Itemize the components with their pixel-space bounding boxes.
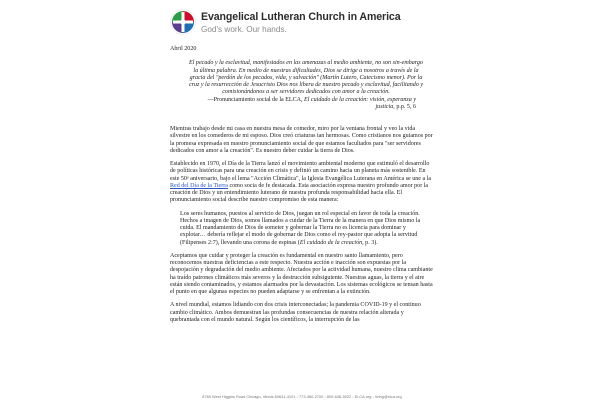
elca-cross-logo-icon (170, 9, 196, 35)
paragraph-2-text-b: como socia de fe destacada. Esta asociación expresa nuestro profundo amor por la creación de Dios y un entendimiento luterano de nuestra profunda responsabilidad hacia ella. El pronunciamiento social describe nuestro compromiso de esta manera: (170, 182, 429, 204)
attribution-pages: p.p. 5, 6 (396, 103, 416, 110)
block-quote-source: El cuidado de la creación, (299, 239, 364, 246)
attribution-prefix: —Pronunciamiento social de la ELCA, (207, 96, 303, 103)
organization-name: Evangelical Lutheran Church in America (201, 11, 401, 23)
paragraph-1: Mientras trabajo desde mi casa en nuestra mesa de comedor, miro por la ventana frontal y veo la vida silvestre en los comederos de mi esposo. Dios creó criaturas tan hermosas. Como cristianos nos guiamos por la promesa expresada en nuestro pronunciamiento social de que estamos facultados para "ser servidores dedicados con amor a la creación". Es nuestro deber cuidar la tierra de Dios. (170, 126, 433, 154)
letter-body (170, 46, 434, 324)
footer-toll-free: 800-638-3522 (326, 394, 352, 399)
footer-separator: • (324, 394, 326, 399)
footer-contact (170, 394, 434, 399)
epigraph-quote: El pecado y la esclavitud, manifestados en las amenazas al medio ambiente, no son sin-embargo la última palabra. En medio de nuestras dificultades, Dios se dirige a nosotros a través de la gracia del "perdón de los pecados, vida, y salvación" (Martín Lutero, Catecismo menor). Por la cruz y la resurrección de Jesucristo Dios nos libera de nuestro pecado y esclavitud, facilitando y comisionándonos a ser servidores dedicados con amor a la creación. (188, 60, 424, 96)
footer-separator: • (296, 394, 298, 399)
block-quote-end: p. 3). (363, 239, 378, 246)
footer-website-link[interactable]: ELCA.org (354, 394, 372, 399)
paragraph-2-text-a: Establecido en 1970, el Día de la Tierra lanzó el movimiento ambiental moderno que estimuló el desarrollo de políticas históricas para una creación en crisis y definió un camino hacia un planeta más sostenible. En este 50ᵒ aniversario, bajo el lema "Acción Climática", la Iglesia Evangélica Luterana en América se une a la (170, 161, 432, 182)
attribution-title: El cuidado de la creación: visión, esperanza y justicia, (304, 96, 416, 110)
letter-date: Abril 2020 (170, 46, 197, 52)
letterhead (170, 9, 430, 45)
paragraph-2 (170, 161, 434, 205)
paragraph-3: Aceptamos que cuidar y proteger la creación es fundamental en nuestro santo llamamiento, pero reconocemos nuestras deficiencias a este respecto. Nuestra acción e inacción son expuestas por la despojación y degradación del medio ambiente. Afectados por la actividad humana, nuestro clima cambiante ha traído patrones climáticos más severos y la destrucción subsiguiente. Nuestras aguas, la tierra y el aire están siendo contaminados, y estamos alarmados por la devastación. Los sistemas ecológicos se tensan hasta el punto en que algunas especies no pueden adaptarse y se enfrentan a la extinción. (170, 252, 433, 295)
block-quote-text: Los seres humanos, puestos al servicio de Dios, juegan un rol especial en favor de toda la creación. Hechos a imagen de Dios, somos llamados a cuidar de la Tierra de la manera en que Dios mismo la cuida. El mandamiento de Dios de someter y gobernar la Tierra no es licencia para dominar y explotar… debería reflejar el modo de gobernar de Dios como el rey-pastor que adopta la servitud (Filipenses 2:7), llevando una corona de espinas ( (180, 210, 421, 246)
footer-separator: • (372, 394, 374, 399)
footer-separator: • (352, 394, 354, 399)
footer-address: 8765 West Higgins Road Chicago, Illinois 60631-4101 (202, 394, 296, 399)
earth-day-network-link[interactable]: Red del Día de la Tierra (170, 182, 228, 189)
epigraph-attribution (194, 97, 416, 112)
organization-tagline: God's work. Our hands. (201, 25, 287, 34)
footer-email-link[interactable]: living@elca.org (375, 394, 402, 399)
footer-phone: 773-380-2700 (299, 394, 324, 399)
block-quote (180, 211, 426, 247)
paragraph-4: A nivel mundial, estamos lidiando con dos crisis interconectadas; la pandemia COVID-19 y el continuo cambio climático. Ambos demuestran las profundas consecuencias de nuestra relación alterada y quebrantada con el mundo natural. Según los científicos, la interrupción de las (170, 302, 421, 323)
